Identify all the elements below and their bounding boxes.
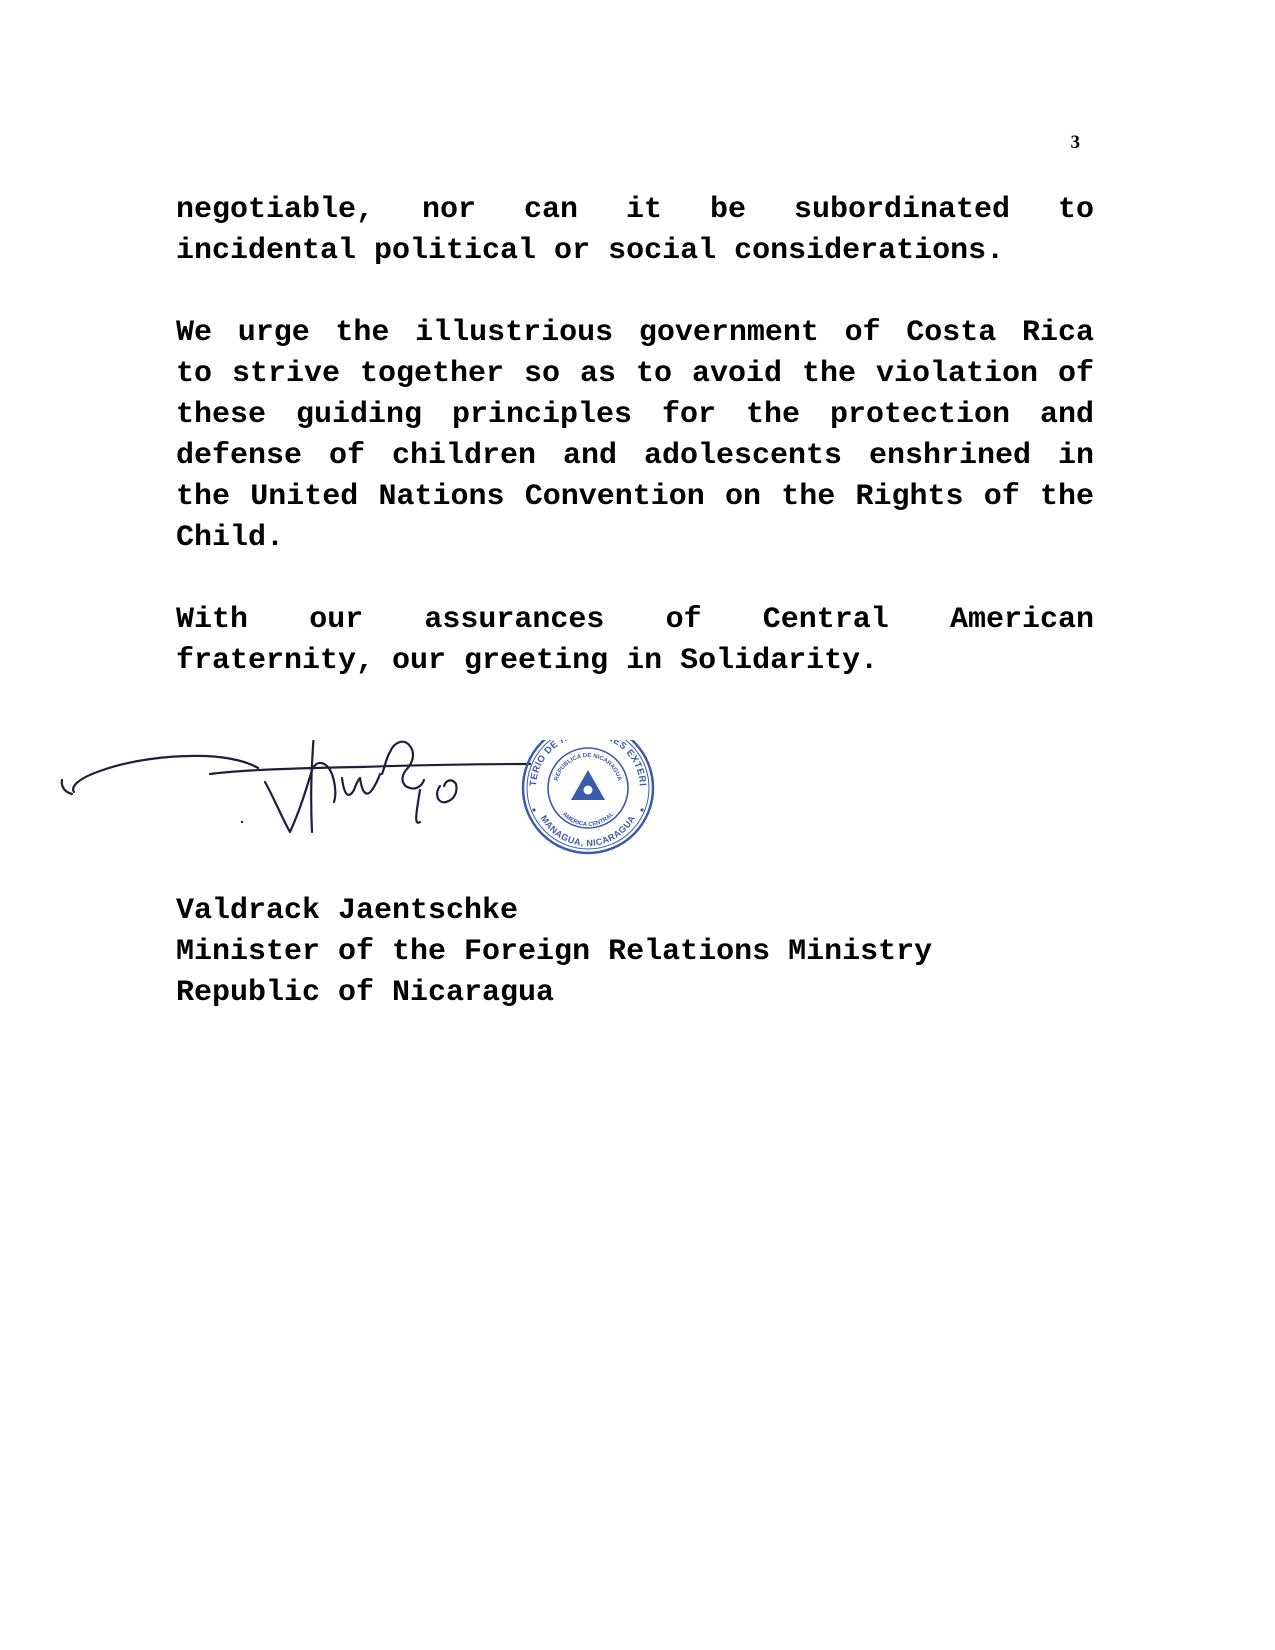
page-number: 3	[1070, 132, 1080, 153]
seal-outer-text: TERIO DE ES EXTERI	[527, 740, 648, 787]
signature-and-seal	[60, 740, 700, 890]
signature-area	[60, 740, 700, 890]
seal-bottom-inner-text: AMERICA CENTRAL	[560, 811, 616, 829]
signatory-country: Republic of Nicaragua	[176, 976, 555, 1010]
seal-inner-text: REPUBLICA DE NICARAGUA	[553, 752, 623, 782]
paragraph-closing: With our assurances of Central American fraternity, our greeting in Solidarity.	[176, 603, 1094, 678]
signatory-title: Minister of the Foreign Relations Ministry	[176, 935, 933, 969]
paragraph-continuation: negotiable, nor can it be subordinated to incidental political or social considerations.	[176, 193, 1094, 268]
signatory-name: Valdrack Jaentschke	[176, 894, 519, 928]
paragraph-appeal: We urge the illustrious government of Costa Rica to strive together so as to avoid the violation of these guiding principles for the protection and defense of children and adolescents enshrined in the United Nations Convention on the Rights of the Child.	[176, 316, 1094, 555]
ministry-seal	[523, 740, 653, 853]
seal-bottom-outer-text: MANAGUA, NICARAGUA	[538, 813, 638, 849]
svg-text:AMERICA CENTRAL	[561, 811, 616, 828]
handwritten-signature	[62, 740, 530, 832]
coat-of-arms-triangle-icon	[571, 770, 605, 800]
signature-block	[176, 891, 932, 1014]
